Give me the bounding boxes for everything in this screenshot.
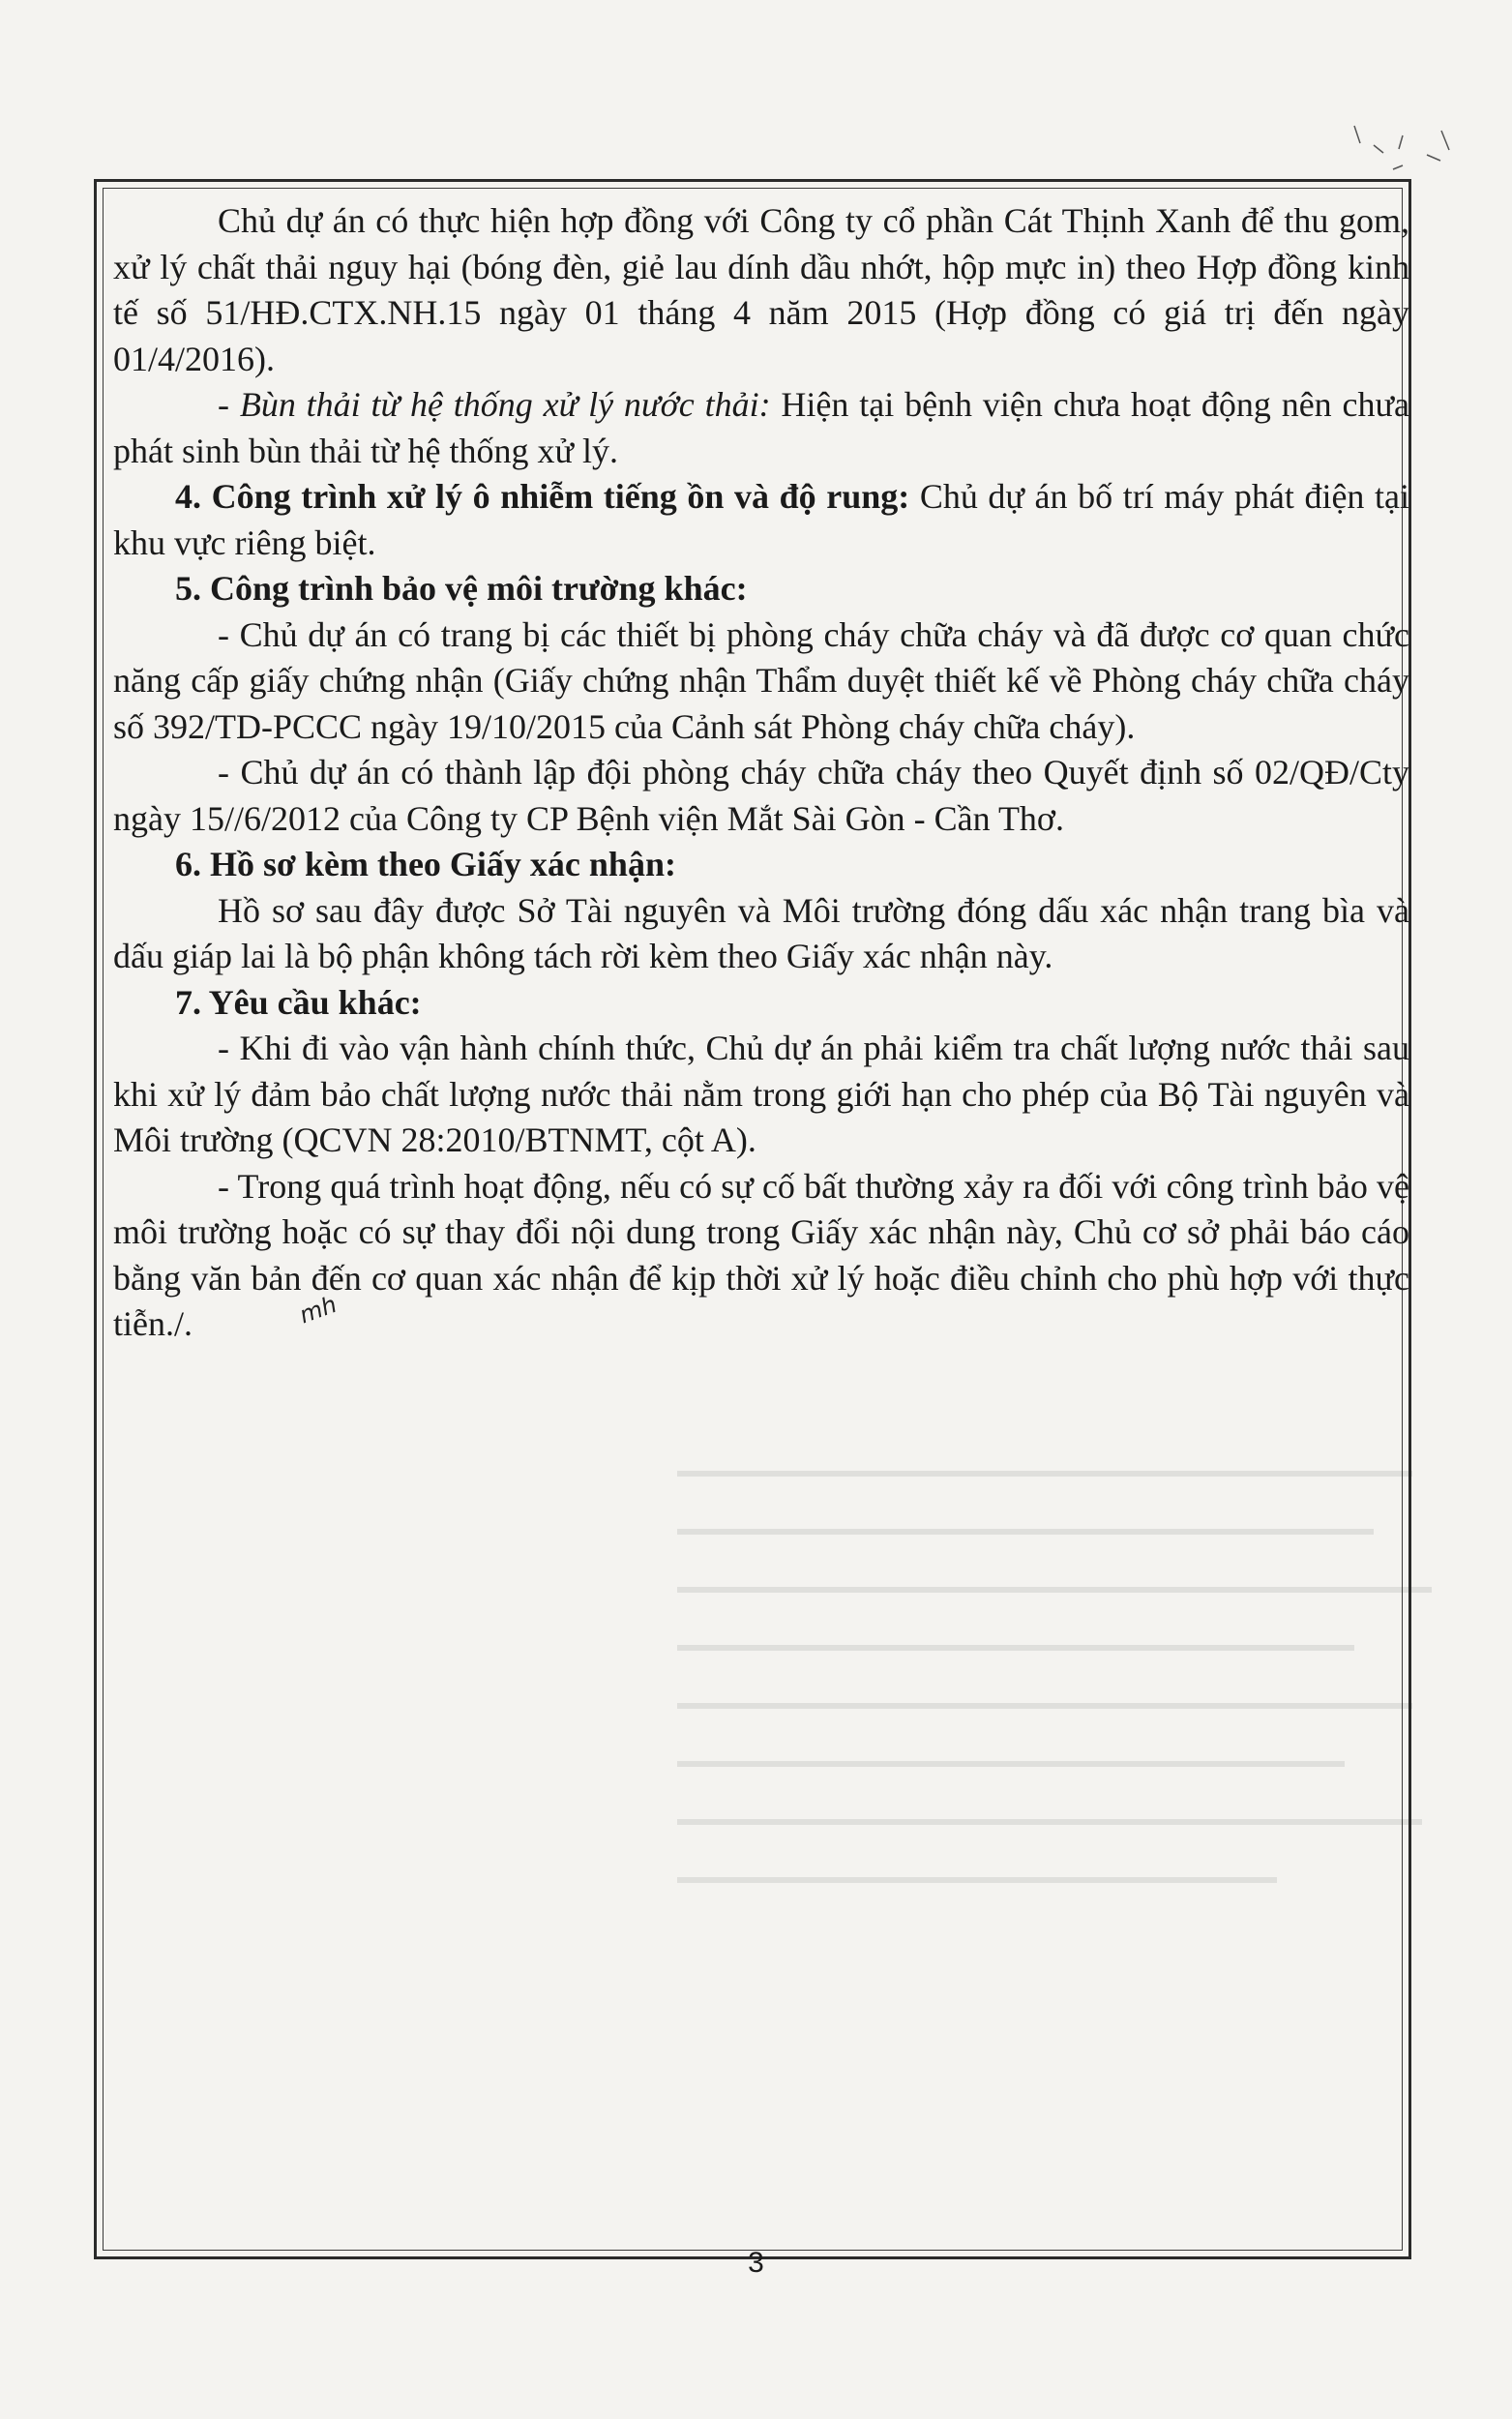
handwritten-initials: mh — [295, 1290, 341, 1329]
paragraph-fire-team: - Chủ dự án có thành lập đội phòng cháy chữa cháy theo Quyết định số 02/QĐ/Cty ngày 15//6/2012 của Công ty CP Bệnh viện Mắt Sài Gòn - Cần Thơ. — [113, 753, 1409, 838]
paragraph-sludge — [113, 382, 1409, 474]
paragraph-water-quality: - Khi đi vào vận hành chính thức, Chủ dự án phải kiểm tra chất lượng nước thải sau khi xử lý đảm bảo chất lượng nước thải nằm trong giới hạn cho phép của Bộ Tài nguyên và Môi trường (QCVN 28:2010/BTNMT, cột A). — [113, 1029, 1409, 1159]
section-4-heading: 4. Công trình xử lý ô nhiễm tiếng ồn và độ rung: — [175, 477, 910, 516]
section-7-heading: 7. Yêu cầu khác: — [175, 982, 422, 1022]
incident-reporting-text: - Trong quá trình hoạt động, nếu có sự cố bất thường xảy ra đối với công trình bảo vệ môi trường hoặc có sự thay đổi nội dung trong Giấy xác nhận này, Chủ cơ sở phải báo cáo bằng văn bản đến cơ quan xác nhận để kịp thời xử lý hoặc điều chỉnh cho phù hợp với thực tiễn./. — [113, 1166, 1409, 1343]
section-4-paragraph — [113, 474, 1409, 566]
paragraph-hazardous-waste-contract: Chủ dự án có thực hiện hợp đồng với Công ty cổ phần Cát Thịnh Xanh để thu gom, xử lý chất thải nguy hại (bóng đèn, giẻ lau dính dầu nhớt, hộp mực in) theo Hợp đồng kinh tế số 51/HĐ.CTX.NH.15 ngày 01 tháng 4 năm 2015 (Hợp đồng có giá trị đến ngày 01/4/2016). — [113, 201, 1409, 378]
page-number: 3 — [748, 2247, 764, 2279]
scan-speckle-marks — [1335, 116, 1470, 184]
sludge-label: - Bùn thải từ hệ thống xử lý nước thải: — [218, 385, 771, 424]
section-5-heading: 5. Công trình bảo vệ môi trường khác: — [175, 569, 748, 608]
section-4-text: Chủ dự án bố trí máy phát điện tại khu vực riêng biệt. — [113, 477, 1409, 562]
document-body — [113, 198, 1409, 1352]
sludge-text: Hiện tại bệnh viện chưa hoạt động nên chưa phát sinh bùn thải từ hệ thống xử lý. — [113, 385, 1409, 470]
section-6-heading: 6. Hồ sơ kèm theo Giấy xác nhận: — [175, 845, 676, 883]
paragraph-attached-dossier: Hồ sơ sau đây được Sở Tài nguyên và Môi trường đóng dấu xác nhận trang bìa và dấu giáp lai là bộ phận không tách rời kèm theo Giấy xác nhận này. — [113, 890, 1409, 975]
paragraph-fire-certificate: - Chủ dự án có trang bị các thiết bị phòng cháy chữa cháy và đã được cơ quan chức năng cấp giấy chứng nhận (Giấy chứng nhận Thẩm duyệt thiết kế về Phòng cháy chữa cháy số 392/TD-PCCC ngày 19/10/2015 của Cảnh sát Phòng cháy chữa cháy). — [113, 614, 1409, 746]
paragraph-incident-reporting — [113, 1164, 1409, 1352]
